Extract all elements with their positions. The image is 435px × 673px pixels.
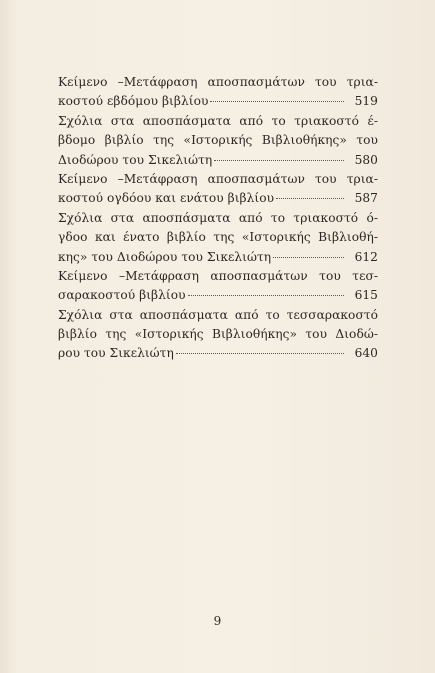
toc-entry-text-line: Σχόλια στα αποσπάσματα από το τριακοστό έ-: [58, 113, 378, 128]
toc-entry-last-line: [58, 248, 378, 267]
toc-entry-text-line: Κείμενο –Μετάφραση αποσπασμάτων του τρια-: [58, 75, 378, 89]
toc-entry-last-line: [58, 286, 378, 305]
toc-entry-text-line: ρου του Σικελιώτη: [58, 346, 174, 361]
toc-entry-text-line: Σχόλια στα αποσπάσματα από το τριακοστό ό-: [58, 210, 378, 225]
page-number: 9: [213, 614, 222, 628]
toc-entry-text-line: κης» του Διοδώρου του Σικελιώτη: [58, 249, 272, 264]
dot-leader: [276, 198, 344, 199]
toc-entry-text-line: γδοο και ένατο βιβλίο της «Ιστορικής Βιβλιοθή-: [58, 230, 378, 245]
toc-page-number: 612: [354, 249, 378, 264]
toc-entry: [58, 112, 378, 170]
toc-entry-text-line: βιβλίο της «Ιστορικής Βιβλιοθήκης» του Διοδώ-: [58, 327, 378, 342]
dot-leader: [273, 257, 344, 258]
toc-entry: [58, 306, 378, 364]
toc-page-number: 519: [354, 94, 378, 109]
toc-entry-text-line: κοστού εβδόμου βιβλίου: [58, 94, 209, 109]
toc-entry-text-line: Σχόλια στα αποσπάσματα από το τεσσαρακοστό: [58, 307, 378, 322]
toc-page-number: 580: [354, 152, 378, 167]
toc-entry-text-line: Κείμενο –Μετάφραση αποσπασμάτων του τεσ-: [58, 268, 378, 283]
toc-page-number: 640: [354, 346, 378, 361]
toc-entry-text-line: σαρακοστού βιβλίου: [58, 288, 186, 303]
toc-entry-last-line: [58, 151, 378, 170]
toc-entry-text-line: κοστού ογδόου και ενάτου βιβλίου: [58, 191, 275, 206]
toc-entry-last-line: [58, 92, 378, 111]
toc-entry-text-line: Κείμενο –Μετάφραση αποσπασμάτων του τρια-: [58, 171, 378, 186]
toc-entry: [58, 267, 378, 306]
toc-entry: [58, 170, 378, 209]
toc-entry-last-line: [58, 344, 378, 363]
toc-entry: [58, 73, 378, 112]
toc-entry-last-line: [58, 189, 378, 208]
dot-leader: [176, 353, 344, 354]
dot-leader: [214, 160, 344, 161]
toc-entry: [58, 209, 378, 267]
dot-leader: [210, 101, 344, 102]
table-of-contents: [58, 73, 378, 364]
dot-leader: [188, 295, 344, 296]
toc-page-number: 615: [354, 288, 378, 303]
toc-entry-text-line: βδομο βιβλίο της «Ιστορικής Βιβλιοθήκης» του: [58, 133, 378, 148]
toc-entry-text-line: Διοδώρου του Σικελιώτη: [58, 152, 213, 167]
toc-page-number: 587: [354, 191, 378, 206]
